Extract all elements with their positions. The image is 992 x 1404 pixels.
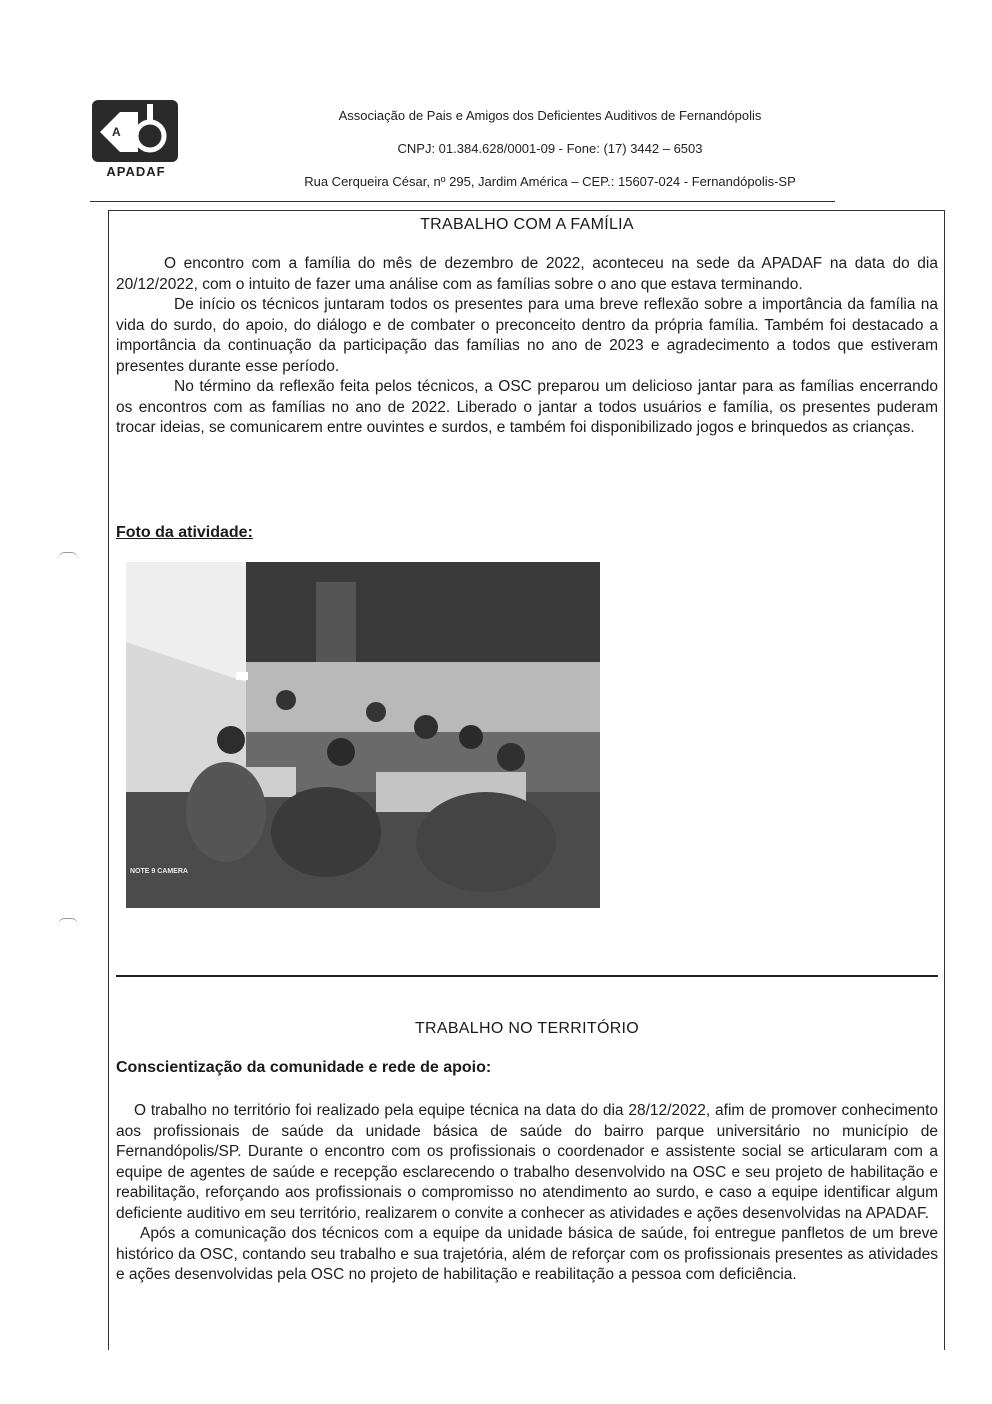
section-title-familia: TRABALHO COM A FAMÍLIA [420, 216, 634, 233]
photo-watermark: NOTE 9 CAMERA [130, 868, 188, 875]
section-divider [116, 975, 938, 977]
ear-logo-icon [90, 98, 182, 168]
territorio-paragraph: Após a comunicação dos técnicos com a equipe da unidade básica de saúde, foi entregue panfletos de um breve histórico da OSC, contando seu trabalho e sua trajetória, além de reforçar com os profissionais presentes as atividades e ações desenvolvidas pela OSC no projeto de habilitação e reabilitação a pessoa com deficiência. [116, 1225, 938, 1283]
photo-label: Foto da atividade: [116, 524, 253, 541]
apadaf-logo [90, 98, 182, 184]
content-frame-right [944, 210, 945, 1350]
section-title-territorio: TRABALHO NO TERRITÓRIO [414, 1020, 640, 1037]
activity-photo [126, 562, 600, 908]
scan-margin-mark [58, 918, 78, 925]
familia-paragraph: O encontro com a família do mês de dezembro de 2022, aconteceu na sede da APADAF na data do dia 20/12/2022, com o intuito de fazer uma análise com as famílias sobre o ano que estava terminando. [116, 255, 938, 293]
scan-margin-mark [58, 552, 78, 559]
svg-text:A: A [112, 125, 121, 139]
cnpj-phone-line: CNPJ: 01.384.628/0001-09 - Fone: (17) 3442 – 6503 [397, 141, 703, 156]
section-subtitle: Conscientização da comunidade e rede de apoio: [116, 1059, 492, 1076]
familia-paragraph: No término da reflexão feita pelos técnicos, a OSC preparou um delicioso jantar para as famílias encerrando os encontros com as famílias no ano de 2022. Liberado o jantar a todos usuários e família, os presentes puderam trocar ideias, se comunicarem entre ouvintes e surdos, e também foi disponibilizado jogos e brinquedos as crianças. [116, 378, 938, 436]
dinner-scene-image [126, 562, 600, 908]
header-divider [90, 201, 835, 202]
logo-text: APADAF [106, 164, 166, 179]
familia-body [116, 254, 938, 439]
address-line: Rua Cerqueira César, nº 295, Jardim América – CEP.: 15607-024 - Fernandópolis-SP [304, 174, 796, 189]
content-frame-top [108, 210, 945, 211]
familia-paragraph: De início os técnicos juntaram todos os presentes para uma breve reflexão sobre a importância da família na vida do surdo, do apoio, do diálogo e de combater o preconceito dentro da própria família. Também foi destacado a importância da continuação da participação das famílias no ano de 2023 e agradecimento a todos que estiveram presentes durante esse período. [116, 296, 938, 375]
territorio-body [116, 1101, 938, 1286]
content-frame-left [108, 210, 109, 1350]
territorio-paragraph: O trabalho no território foi realizado pela equipe técnica na data do dia 28/12/2022, afim de promover conhecimento aos profissionais de saúde da unidade básica de saúde do bairro parque universitário no município de Fernandópolis/SP. Durante o encontro com os profissionais o coordenador e assistente social se articularam com a equipe de agentes de saúde e recepção esclarecendo o trabalho desenvolvido na OSC e seu projeto de habilitação e reabilitação, reforçando aos profissionais o compromisso no atendimento ao surdo, e caso a equipe identificar algum deficiente auditivo em seu território, realizarem o convite a conhecer as atividades e ações desenvolvidas na APADAF. [116, 1102, 938, 1222]
organization-name: Associação de Pais e Amigos dos Deficientes Auditivos de Fernandópolis [338, 108, 762, 123]
